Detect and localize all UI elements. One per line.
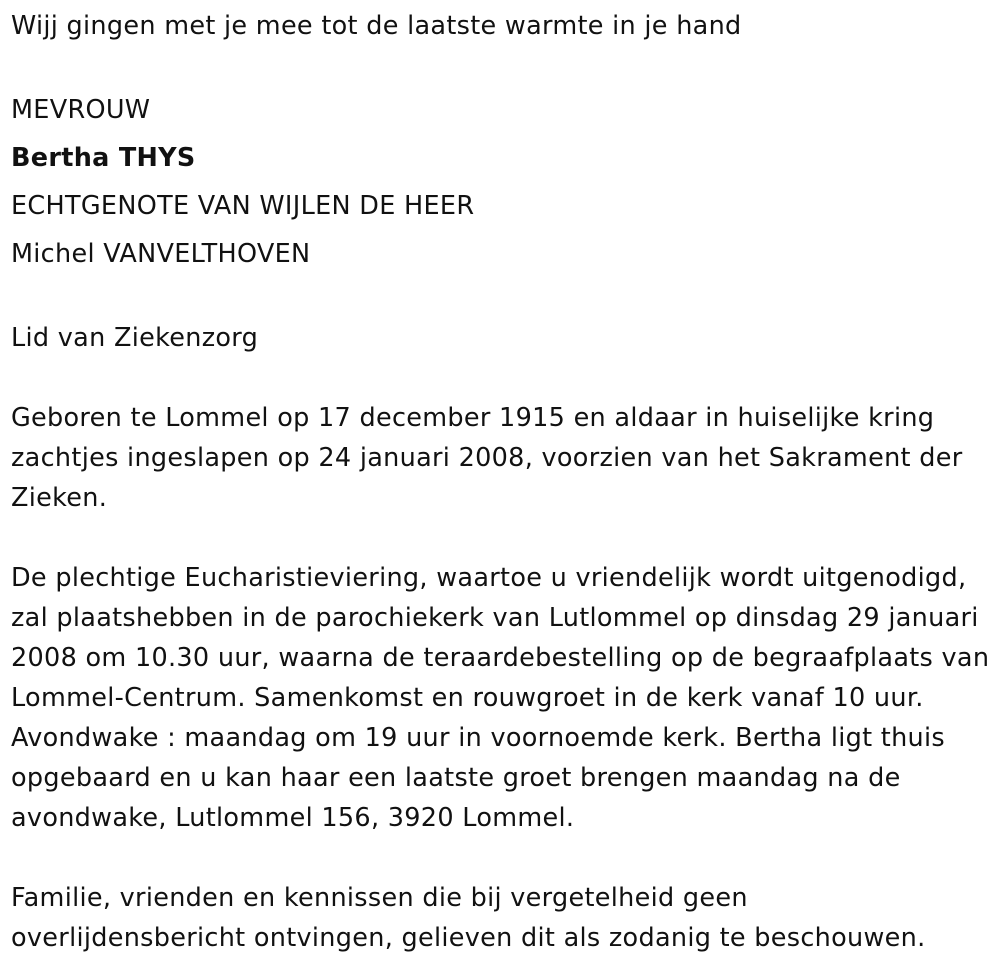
closing-paragraph: Familie, vrienden en kennissen die bij vergetelheid geen overlijdensbericht ontvingen, gelieven dit als zodanig te beschouwen. [11,883,926,953]
opening-line: Wijj gingen met je mee tot de laatste warmte in je hand [11,11,742,41]
honorific: MEVROUW [11,95,151,125]
deceased-block [11,86,990,278]
spouse-name: Michel VANVELTHOVEN [11,239,311,269]
relation-line: ECHTGENOTE VAN WIJLEN DE HEER [11,191,475,221]
membership-line: Lid van Ziekenzorg [11,323,259,353]
ceremony-paragraph: De plechtige Eucharistieviering, waartoe u vriendelijk wordt uitgenodigd, zal plaatshebben in de parochiekerk van Lutlommel op dinsdag 29 januari 2008 om 10.30 uur, waarna de teraardebestelling op de begraafplaats van Lommel-Centrum. Samenkomst en rouwgroet in de kerk vanaf 10 uur. Avondwake : maandag om 19 uur in voornoemde kerk. Bertha ligt thuis opgebaard en u kan haar een laatste groet brengen maandag na de avondwake, Lutlommel 156, 3920 Lommel. [11,563,990,833]
deceased-name: Bertha THYS [11,143,196,173]
birth-death-paragraph: Geboren te Lommel op 17 december 1915 en aldaar in huiselijke kring zachtjes ingeslapen op 24 januari 2008, voorzien van het Sakrament der Zieken. [11,403,963,513]
